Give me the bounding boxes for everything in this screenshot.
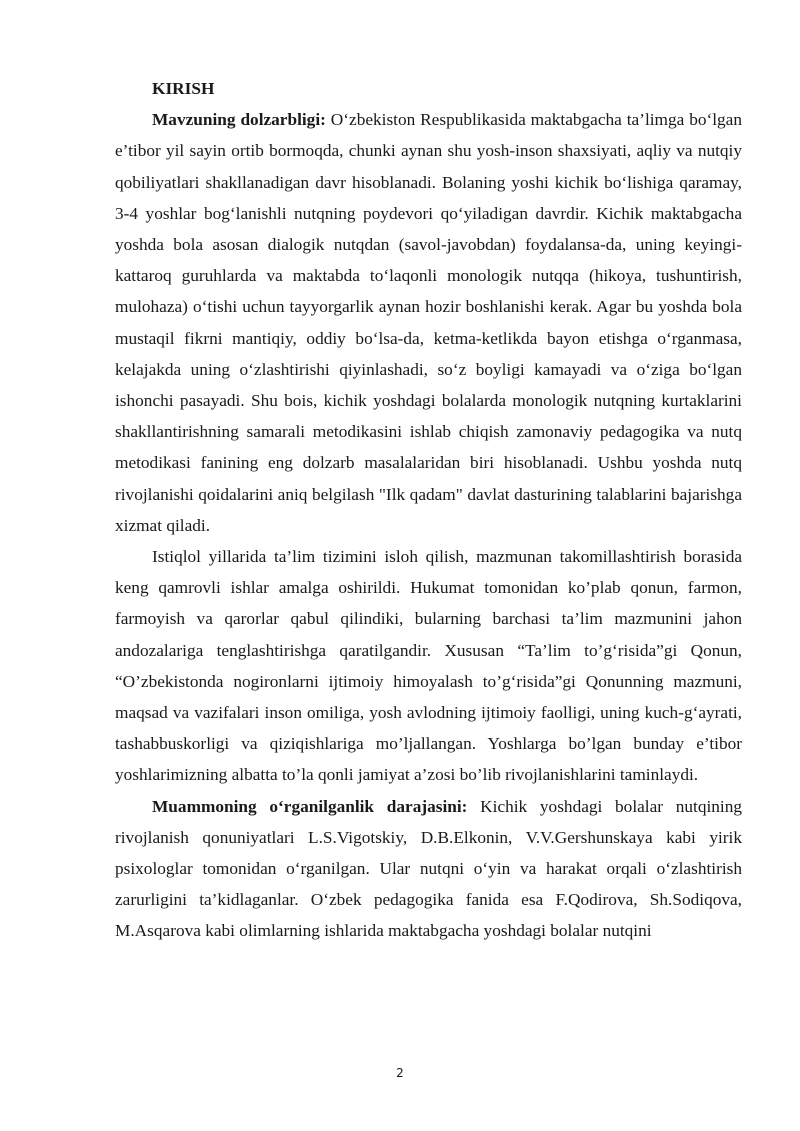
paragraph-lead: Muammoning o‘rganilganlik darajasini:: [152, 796, 468, 816]
paragraph-reforms: [115, 541, 742, 791]
paragraph-relevance: [115, 104, 742, 541]
section-heading: KIRISH: [152, 79, 215, 98]
paragraph-study-degree: [115, 791, 742, 947]
paragraph-text: Istiqlol yillarida ta’lim tizimini isloh qilish, mazmunan takomillashtirish borasida keng qamrovli ishlar amalga oshirildi. Hukumat tomonidan ko’plab qonun, farmon, farmoyish va qarorlar qabul qilindiki, bularning barchasi ta’lim mazmunini jahon andozalariga tenglashtirishga qaratilgandir. Xususan “Ta’lim to’g‘risida”gi Qonun, “O’zbekistonda nogironlarni ijtimoiy himoyalash to’g‘risida”gi Qonunning mazmuni, maqsad va vazifalari inson omiliga, yosh avlodning ijtimoiy faolligi, uning kuch-g‘ayrati, tashabbuskorligi va qiziqishlariga mo’ljallangan. Yoshlarga bo’lgan bunday e’tibor yoshlarimizning albatta to’la qonli jamiyat a’zosi bo’lib rivojlanishlarini taminlaydi.: [115, 547, 742, 785]
page-number: 2: [396, 1066, 404, 1080]
page-body: [115, 73, 742, 947]
paragraph-lead: Mavzuning dolzarbligi:: [152, 110, 326, 130]
paragraph-text: O‘zbekiston Respublikasida maktabgacha ta’limga bo‘lgan e’tibor yil sayin ortib bormoqda, chunki aynan shu yosh-inson shaxsiyati, aqliy va nutqiy qobiliyatlari shakllanadigan davr hisoblanadi. Bolaning yoshi kichik bo‘lishiga qaramay, 3-4 yoshlar bog‘lanishli nutqning poydevori qo‘yiladigan davrdir. Kichik maktabgacha yoshda bola asosan dialogik nutqdan (savol-javobdan) foydalansa-da, uning keyingi-kattaroq guruhlarda va maktabda to‘laqonli monologik nutqqa (hikoya, tushuntirish, mulohaza) o‘tishi uchun tayyorgarlik aynan hozir boshlanishi kerak. Agar bu yoshda bola mustaqil fikrni mantiqiy, oddiy bo‘lsa-da, ketma-ketlikda bayon etishga o‘rganmasa, kelajakda uning o‘zlashtirishi qiyinlashadi, so‘z boyligi kamayadi va o‘ziga bo‘lgan ishonchi pasayadi. Shu bois, kichik yoshdagi bolalarda monologik nutqning kurtaklarini shakllantirishning samarali metodikasini ishlab chiqish zamonaviy pedagogika va nutq metodikasi fanining eng dolzarb masalalaridan biri hisoblanadi. Ushbu yoshda nutq rivojlanishi qoidalarini aniq belgilash "Ilk qadam" davlat dasturining talablarini bajarishga xizmat qiladi.: [115, 110, 742, 535]
paragraph-text: Kichik yoshdagi bolalar nutqining rivojlanish qonuniyatlari L.S.Vigotskiy, D.B.Elkonin, V.V.Gershunskaya kabi yirik psixologlar tomonidan o‘rganilgan. Ular nutqni o‘yin va harakat orqali o‘zlashtirish zarurligini ta’kidlaganlar. O‘zbek pedagogika fanida esa F.Qodirova, Sh.Sodiqova, M.Asqarova kabi olimlarning ishlarida maktabgacha yoshdagi bolalar nutqini: [115, 796, 742, 941]
